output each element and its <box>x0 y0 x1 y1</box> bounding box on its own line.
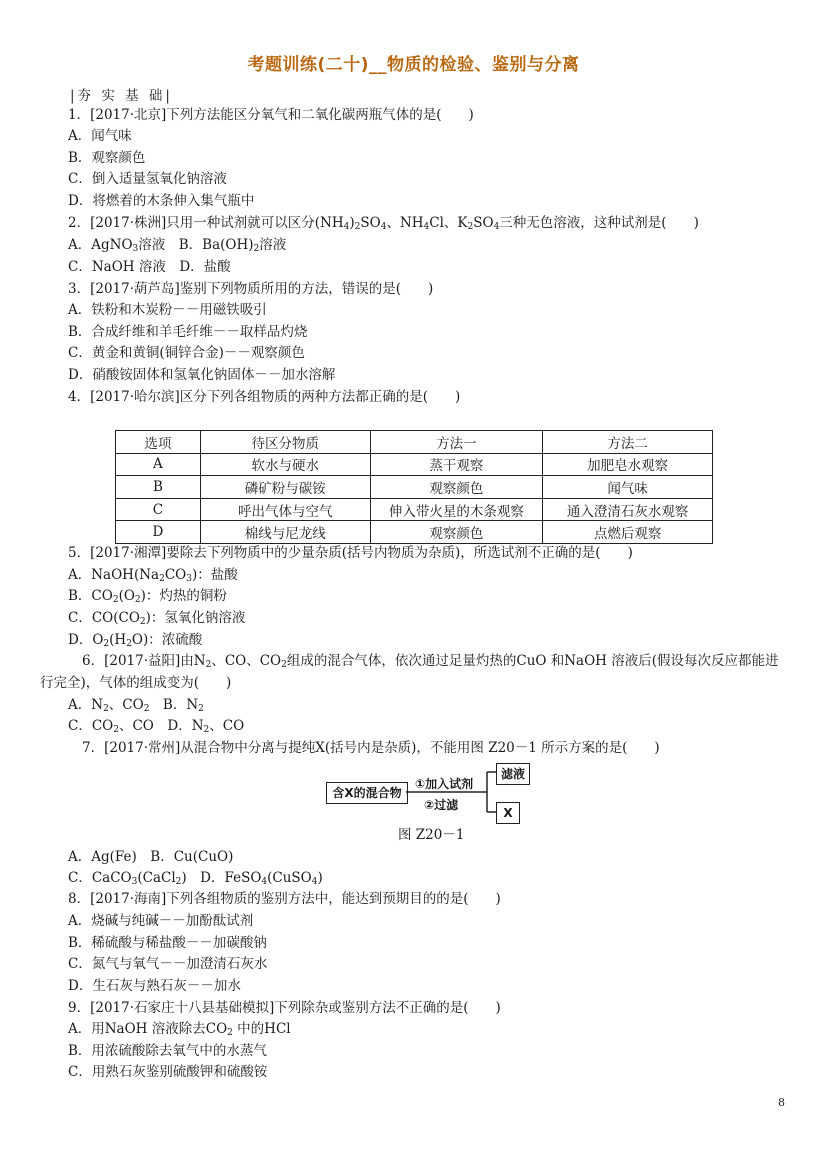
table-cell: C <box>116 498 201 521</box>
table-cell: B <box>116 476 201 499</box>
table-cell: D <box>116 521 201 544</box>
table-cell: 观察颜色 <box>370 521 543 544</box>
table-header-cell: 选项 <box>116 431 201 454</box>
q9-stem: 9．[2017·石家庄十八县基础模拟]下列除杂或鉴别方法不正确的是( ) <box>68 1000 501 1016</box>
q7-options-cd: C．CaCO$_3$(CaCl$_2$) D．FeSO$_4$(CuSO$_4$) <box>68 870 323 887</box>
flow-filtrate-box: 滤液 <box>496 763 530 785</box>
q3-stem: 3．[2017·葫芦岛]鉴别下列物质所用的方法，错误的是( ) <box>68 281 434 297</box>
q2-options-cd: C．NaOH 溶液 D．盐酸 <box>68 259 231 275</box>
table-row <box>116 498 713 521</box>
q4-stem: 4．[2017·哈尔滨]区分下列各组物质的两种方法都正确的是( ) <box>68 389 461 405</box>
q6-options-cd: C．$CO_2$、CO D．$N_2$、CO <box>68 718 245 735</box>
q8-option-d: D．生石灰与熟石灰－－加水 <box>68 978 241 994</box>
q7-options-ab: A．Ag(Fe) B．Cu(CuO) <box>68 849 234 865</box>
q8-option-b: B．稀硫酸与稀盐酸－－加碳酸钠 <box>68 935 267 951</box>
q5-option-d: D．$O_2(H_2O)$：浓硫酸 <box>68 632 203 649</box>
q5-option-a: A．$NaOH(Na_2CO_3)$：盐酸 <box>68 567 238 584</box>
table-row <box>116 453 713 476</box>
table-cell: 闻气味 <box>543 476 713 499</box>
q2-stem: 2．[2017·株洲]只用一种试剂就可以区分$(NH_4)_2SO_4$、$NH_4Cl$、$K_2SO_4$三种无色溶液，这种试剂是( ) <box>68 215 699 232</box>
q8-option-c: C．氮气与氧气－－加澄清石灰水 <box>68 956 268 972</box>
page-number: 8 <box>778 1096 785 1109</box>
q9-option-c: C．用熟石灰鉴别硫酸钾和硫酸铵 <box>68 1064 268 1080</box>
q3-option-b: B．合成纤维和羊毛纤维－－取样品灼烧 <box>68 324 308 340</box>
table-header-cell: 方法二 <box>543 431 713 454</box>
table-header-row <box>116 431 713 454</box>
q4-table <box>115 430 713 544</box>
q1-option-d: D．将燃着的木条伸入集气瓶中 <box>68 193 255 209</box>
table-cell: 呼出气体与空气 <box>200 498 370 521</box>
table-cell: 伸入带火星的木条观察 <box>370 498 543 521</box>
q5-option-b: B．$CO_2(O_2)$：灼热的铜粉 <box>68 588 227 605</box>
q2-options-ab: A．AgNO$_3$溶液 B．$Ba(OH)_2$溶液 <box>68 237 287 254</box>
table-row <box>116 476 713 499</box>
page-title: 考题训练(二十)__物质的检验、鉴别与分离 <box>247 55 580 75</box>
q8-stem: 8．[2017·海南]下列各组物质的鉴别方法中，能达到预期目的的是( ) <box>68 891 501 907</box>
q1-option-a: A．闻气味 <box>68 128 132 144</box>
q8-option-a: A．烧碱与纯碱－－加酚酞试剂 <box>68 913 254 929</box>
table-cell: 棉线与尼龙线 <box>200 521 370 544</box>
table-cell: 软水与硬水 <box>200 453 370 476</box>
table-header-cell: 待区分物质 <box>200 431 370 454</box>
table-cell: 磷矿粉与碳铵 <box>200 476 370 499</box>
table-header-cell: 方法一 <box>370 431 543 454</box>
flow-x-box: X <box>496 802 520 824</box>
table-cell: A <box>116 453 201 476</box>
table-cell: 加肥皂水观察 <box>543 453 713 476</box>
q1-stem: 1．[2017·北京]下列方法能区分氧气和二氧化碳两瓶气体的是( ) <box>68 107 474 123</box>
q3-option-c: C．黄金和黄铜(铜锌合金)－－观察颜色 <box>68 345 305 361</box>
table-cell: 蒸干观察 <box>370 453 543 476</box>
table-cell: 观察颜色 <box>370 476 543 499</box>
q6-stem-line1: 6．[2017·益阳]由$N_2$、CO、$CO_2$组成的混合气体，依次通过足量灼热的CuO 和NaOH 溶液后(假设每次反应都能进 <box>82 653 779 670</box>
table-cell: 通入澄清石灰水观察 <box>543 498 713 521</box>
q5-option-c: C．$CO(CO_2)$：氢氧化钠溶液 <box>68 610 246 627</box>
table-cell: 点燃后观察 <box>543 521 713 544</box>
q6-options-ab: A．$N_2$、$CO_2$ B．$N_2$ <box>68 697 204 714</box>
flow-step2-label: ②过滤 <box>424 798 459 812</box>
q9-option-a: A．用NaOH 溶液除去$CO_2$ 中的HCl <box>68 1021 291 1038</box>
q3-option-d: D．硝酸铵固体和氢氧化钠固体－－加水溶解 <box>68 367 336 383</box>
table-row <box>116 521 713 544</box>
q7-stem: 7．[2017·常州]从混合物中分离与提纯X(括号内是杂质)，不能用图 Z20－1 所示方案的是( ) <box>82 740 660 756</box>
q3-option-a: A．铁粉和木炭粉－－用磁铁吸引 <box>68 302 267 318</box>
q5-stem: 5．[2017·湘潭]要除去下列物质中的少量杂质(括号内物质为杂质)，所选试剂不正确的是( ) <box>68 545 633 561</box>
q6-stem-line2: 行完全)，气体的组成变为( ) <box>40 675 232 691</box>
q1-option-c: C．倒入适量氢氧化钠溶液 <box>68 171 227 187</box>
figure-caption: 图 Z20－1 <box>398 827 465 843</box>
section-label: |夯 实 基 础| <box>70 88 173 104</box>
q9-option-b: B．用浓硫酸除去氧气中的水蒸气 <box>68 1043 267 1059</box>
flow-start-box: 含X的混合物 <box>326 782 408 804</box>
flow-step1-label: ①加入试剂 <box>415 777 474 791</box>
q1-option-b: B．观察颜色 <box>68 150 146 166</box>
flow-arrows <box>405 760 505 830</box>
